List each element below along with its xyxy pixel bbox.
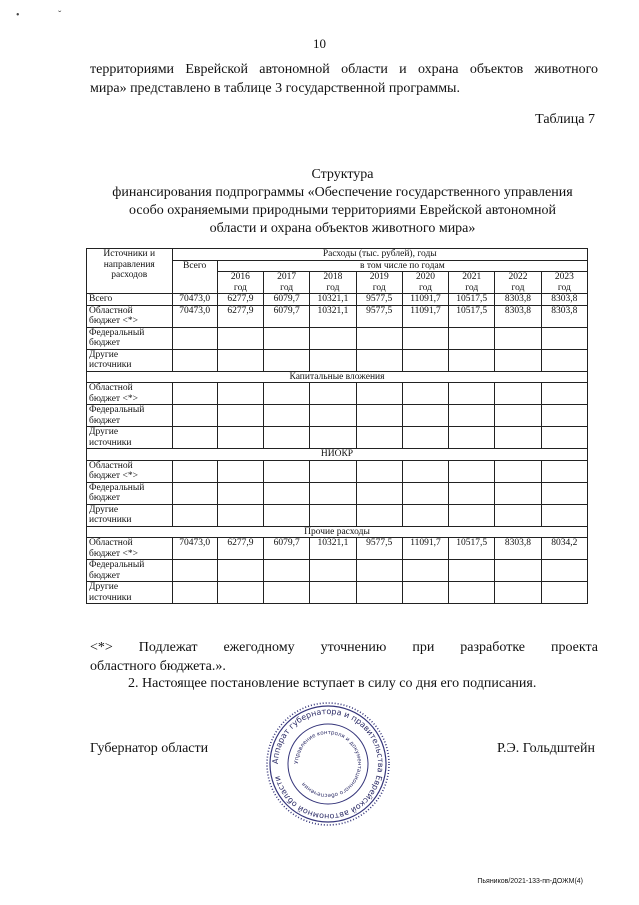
year-cell	[310, 482, 356, 504]
year-cell: 8303,8	[541, 294, 587, 306]
year-cell	[310, 383, 356, 405]
year-cell	[217, 482, 263, 504]
row-label	[87, 504, 173, 526]
year-cell	[264, 383, 310, 405]
year-header	[217, 272, 263, 294]
section-title: Капитальные вложения	[87, 371, 588, 383]
year-cell	[495, 349, 541, 371]
row-label-line: Федеральный	[89, 560, 145, 570]
year-cell	[402, 560, 448, 582]
row-label	[87, 349, 173, 371]
source-header: Источники и направления расходов	[87, 249, 173, 294]
year-cell	[264, 504, 310, 526]
year-cell	[264, 427, 310, 449]
row-label-line: источники	[89, 515, 132, 525]
total-cell	[172, 349, 217, 371]
year-cell	[264, 560, 310, 582]
year-cell: 10517,5	[449, 305, 495, 327]
total-cell	[172, 383, 217, 405]
year-suffix: год	[418, 282, 432, 293]
year-cell	[356, 383, 402, 405]
year-cell	[356, 560, 402, 582]
row-label-line: Областной	[89, 305, 133, 316]
year-cell	[449, 349, 495, 371]
by-year-header: в том числе по годам	[217, 260, 587, 272]
governor-title: Губернатор области	[90, 741, 209, 756]
year-cell: 9577,5	[356, 538, 402, 560]
year-cell	[402, 327, 448, 349]
table-row	[87, 305, 588, 327]
total-cell	[172, 482, 217, 504]
row-label	[87, 560, 173, 582]
year-header	[495, 272, 541, 294]
year-suffix: год	[326, 282, 340, 293]
year-cell: 6277,9	[217, 305, 263, 327]
year-cell	[356, 327, 402, 349]
year-cell	[541, 405, 587, 427]
year-cell: 10517,5	[449, 294, 495, 306]
year-cell	[264, 482, 310, 504]
year-header	[356, 272, 402, 294]
year-label: 2022	[508, 272, 528, 282]
year-cell	[449, 427, 495, 449]
stamp-inner-text: Управление контроля и документационного обеспечения	[293, 729, 363, 799]
row-label: Всего	[87, 294, 173, 306]
year-cell: 11091,7	[402, 305, 448, 327]
section-row	[87, 526, 588, 538]
row-label	[87, 327, 173, 349]
year-header	[310, 272, 356, 294]
table-number: Таблица 7	[535, 112, 595, 127]
year-cell	[402, 427, 448, 449]
row-label-line: Федеральный	[89, 482, 145, 493]
row-label-line: источники	[89, 437, 132, 448]
total-cell	[172, 427, 217, 449]
year-cell	[495, 560, 541, 582]
row-label	[87, 460, 173, 482]
year-label: 2019	[369, 272, 389, 282]
year-cell	[264, 405, 310, 427]
year-cell	[356, 405, 402, 427]
year-cell	[541, 504, 587, 526]
year-cell: 6277,9	[217, 294, 263, 306]
row-label-line: источники	[89, 592, 132, 603]
row-label-line: бюджет	[89, 338, 121, 348]
table-row	[87, 427, 588, 449]
year-header	[541, 272, 587, 294]
row-label-line: Областной	[89, 460, 133, 471]
year-cell	[402, 582, 448, 604]
year-cell: 11091,7	[402, 538, 448, 560]
stamp-outer-text: Аппарат губернатора и правительства Еврейской автономной области	[270, 706, 386, 822]
row-label-line: Другие	[89, 504, 119, 515]
table-row	[87, 294, 588, 306]
row-label-line: бюджет	[89, 493, 121, 503]
row-label-line: Областной	[89, 538, 133, 548]
year-cell	[356, 349, 402, 371]
table-row	[87, 327, 588, 349]
year-cell	[541, 582, 587, 604]
year-cell	[449, 327, 495, 349]
svg-text:Управление контроля и документ	[294, 730, 362, 798]
total-cell: 70473,0	[172, 294, 217, 306]
year-cell: 6079,7	[264, 305, 310, 327]
year-label: 2017	[277, 272, 297, 282]
total-cell: 70473,0	[172, 538, 217, 560]
title-line: Структура	[311, 167, 374, 182]
row-label	[87, 538, 173, 560]
year-cell	[217, 582, 263, 604]
page-number: 10	[313, 36, 326, 51]
total-cell	[172, 504, 217, 526]
year-cell	[449, 560, 495, 582]
year-cell	[356, 482, 402, 504]
year-cell	[495, 327, 541, 349]
row-label	[87, 427, 173, 449]
year-cell	[402, 504, 448, 526]
row-label-line: бюджет <*>	[89, 316, 138, 326]
official-stamp	[264, 700, 392, 828]
year-cell: 9577,5	[356, 305, 402, 327]
year-cell	[310, 427, 356, 449]
year-header	[264, 272, 310, 294]
year-cell: 10321,1	[310, 294, 356, 306]
total-cell	[172, 582, 217, 604]
year-cell	[541, 427, 587, 449]
year-cell	[310, 460, 356, 482]
year-cell	[217, 383, 263, 405]
row-label-line: бюджет <*>	[89, 548, 138, 559]
intro-paragraph	[90, 60, 598, 98]
year-cell	[449, 482, 495, 504]
year-cell	[217, 504, 263, 526]
total-cell	[172, 560, 217, 582]
table-title	[80, 166, 605, 238]
row-label-line: бюджет	[89, 415, 121, 426]
table-row	[87, 460, 588, 482]
year-cell	[402, 383, 448, 405]
year-cell: 10321,1	[310, 538, 356, 560]
year-cell	[402, 349, 448, 371]
year-cell	[495, 582, 541, 604]
intro-line: территориями Еврейской автономной области и охрана объектов животного	[90, 62, 598, 77]
year-cell	[541, 482, 587, 504]
table-row	[87, 482, 588, 504]
year-cell	[310, 349, 356, 371]
year-cell: 9577,5	[356, 294, 402, 306]
title-line: особо охраняемыми природными территориями Еврейской автономной	[129, 203, 556, 218]
budget-table	[86, 248, 588, 604]
total-header: Всего	[172, 260, 217, 294]
title-line: области и охрана объектов животного мира»	[209, 221, 476, 236]
table-row	[87, 349, 588, 371]
year-cell	[402, 460, 448, 482]
year-label: 2021	[462, 272, 482, 282]
year-cell	[402, 482, 448, 504]
year-cell	[356, 460, 402, 482]
year-suffix: год	[233, 282, 247, 293]
year-header	[402, 272, 448, 294]
row-label	[87, 383, 173, 405]
year-cell	[310, 582, 356, 604]
year-cell	[264, 460, 310, 482]
year-cell: 8303,8	[495, 305, 541, 327]
year-cell	[495, 427, 541, 449]
year-cell: 8303,8	[495, 538, 541, 560]
year-cell	[495, 482, 541, 504]
year-suffix: год	[557, 282, 571, 293]
year-cell	[541, 327, 587, 349]
year-cell: 6079,7	[264, 538, 310, 560]
year-cell: 8034,2	[541, 538, 587, 560]
row-label	[87, 482, 173, 504]
row-label-line: Федеральный	[89, 405, 145, 415]
total-cell: 70473,0	[172, 305, 217, 327]
year-cell	[264, 327, 310, 349]
year-suffix: год	[511, 282, 525, 293]
row-label-line: Областной	[89, 383, 133, 393]
year-cell	[217, 460, 263, 482]
scan-marks: • ˇ	[16, 10, 80, 21]
year-cell	[495, 504, 541, 526]
footnote	[90, 638, 598, 676]
year-cell	[449, 582, 495, 604]
year-cell	[217, 560, 263, 582]
expenses-header: Расходы (тыс. рублей), годы	[172, 249, 588, 261]
year-cell	[310, 504, 356, 526]
year-cell	[264, 582, 310, 604]
row-label-line: бюджет <*>	[89, 471, 138, 481]
governor-name: Р.Э. Гольдштейн	[496, 741, 595, 756]
table-row	[87, 383, 588, 405]
year-cell	[310, 405, 356, 427]
section-title: НИОКР	[87, 449, 588, 461]
title-line: финансирования подпрограммы «Обеспечение государственного управления	[112, 185, 573, 200]
year-cell	[356, 427, 402, 449]
year-suffix: год	[465, 282, 479, 293]
year-cell	[495, 405, 541, 427]
row-label-line: бюджет	[89, 570, 121, 581]
year-cell	[264, 349, 310, 371]
year-cell	[356, 504, 402, 526]
section-row	[87, 371, 588, 383]
row-label-line: Другие	[89, 582, 119, 592]
row-label	[87, 582, 173, 604]
year-cell: 6079,7	[264, 294, 310, 306]
year-label: 2023	[554, 272, 574, 282]
year-header	[449, 272, 495, 294]
year-cell	[541, 383, 587, 405]
year-cell: 8303,8	[541, 305, 587, 327]
year-cell	[402, 405, 448, 427]
row-label-line: Другие	[89, 349, 119, 360]
document-code: Пьяников/2021-133-пп-ДОЖМ(4)	[477, 878, 583, 885]
year-cell	[449, 460, 495, 482]
total-cell	[172, 460, 217, 482]
year-cell	[541, 560, 587, 582]
row-label	[87, 305, 173, 327]
year-cell	[449, 504, 495, 526]
intro-line: мира» представлено в таблице 3 государственной программы.	[90, 81, 460, 96]
year-cell	[449, 405, 495, 427]
year-suffix: год	[372, 282, 386, 293]
row-label-line: Федеральный	[89, 327, 145, 338]
row-label-line: источники	[89, 360, 132, 370]
year-suffix: год	[280, 282, 294, 293]
section-row	[87, 449, 588, 461]
row-label-line: бюджет <*>	[89, 393, 138, 404]
total-cell	[172, 405, 217, 427]
year-cell	[217, 349, 263, 371]
year-cell	[356, 582, 402, 604]
table-row	[87, 405, 588, 427]
year-cell: 8303,8	[495, 294, 541, 306]
footnote-line: областного бюджета.».	[90, 659, 226, 674]
year-cell	[217, 427, 263, 449]
year-cell	[541, 349, 587, 371]
year-cell: 11091,7	[402, 294, 448, 306]
table-row	[87, 538, 588, 560]
year-label: 2018	[323, 272, 343, 282]
year-label: 2016	[230, 272, 250, 282]
year-cell	[495, 383, 541, 405]
year-cell	[310, 560, 356, 582]
row-label	[87, 405, 173, 427]
year-cell: 10517,5	[449, 538, 495, 560]
footnote-line: <*> Подлежат ежегодному уточнению при разработке проекта	[90, 640, 598, 655]
year-cell: 6277,9	[217, 538, 263, 560]
year-cell: 10321,1	[310, 305, 356, 327]
year-cell	[495, 460, 541, 482]
total-cell	[172, 327, 217, 349]
year-cell	[217, 327, 263, 349]
table-row	[87, 582, 588, 604]
year-cell	[217, 405, 263, 427]
row-label-line: Другие	[89, 427, 119, 437]
table-row	[87, 560, 588, 582]
year-cell	[449, 383, 495, 405]
year-cell	[310, 327, 356, 349]
section-title: Прочие расходы	[87, 526, 588, 538]
table-row	[87, 504, 588, 526]
year-label: 2020	[415, 272, 435, 282]
year-cell	[541, 460, 587, 482]
decree-text: 2. Настоящее постановление вступает в силу со дня его подписания.	[128, 676, 537, 691]
